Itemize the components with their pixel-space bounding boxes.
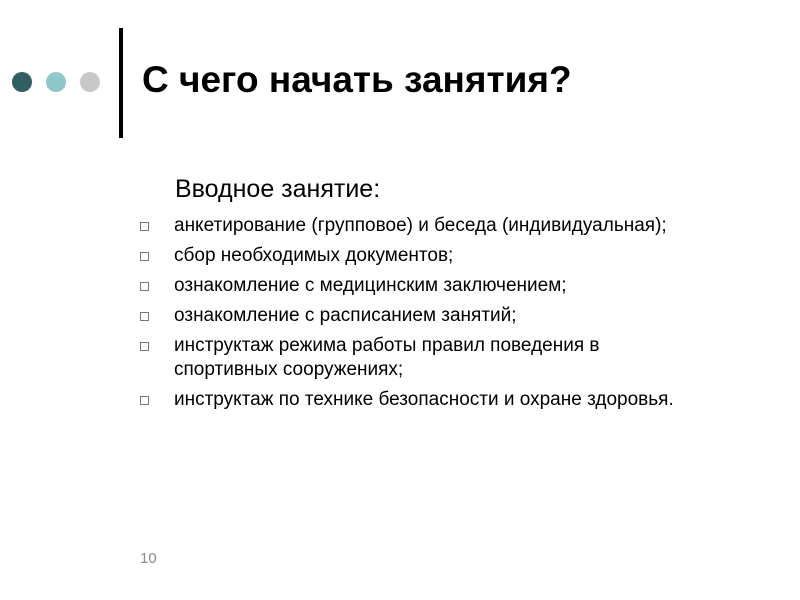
bullet-text: инструктаж режима работы правил поведения в спортивных сооружениях;: [174, 335, 600, 380]
bullet-square-icon: [140, 396, 149, 405]
bullet-square-icon: [140, 222, 149, 231]
bullet-list: [0, 214, 800, 418]
bullet-item: [0, 304, 674, 328]
bullet-item: [0, 244, 674, 268]
slide-subtitle: Вводное занятие:: [175, 175, 381, 203]
decorative-dots: [12, 72, 102, 94]
bullet-square-icon: [140, 282, 149, 291]
bullet-square-icon: [140, 312, 149, 321]
dot-dark-teal-icon: [12, 72, 32, 92]
slide-title: С чего начать занятия?: [142, 59, 572, 100]
bullet-text: ознакомление с расписанием занятий;: [174, 305, 517, 326]
bullet-text: инструктаж по технике безопасности и охране здоровья.: [174, 389, 674, 410]
dot-gray-icon: [80, 72, 100, 92]
bullet-text: анкетирование (групповое) и беседа (индивидуальная);: [174, 215, 667, 236]
page-number: 10: [140, 550, 157, 567]
bullet-text: ознакомление с медицинским заключением;: [174, 275, 567, 296]
title-divider: [119, 28, 123, 138]
bullet-item: [0, 388, 674, 412]
bullet-item: [0, 214, 674, 238]
bullet-square-icon: [140, 342, 149, 351]
bullet-text: сбор необходимых документов;: [174, 245, 454, 266]
bullet-item: [0, 274, 674, 298]
bullet-item: [0, 334, 674, 382]
dot-light-teal-icon: [46, 72, 66, 92]
bullet-square-icon: [140, 252, 149, 261]
